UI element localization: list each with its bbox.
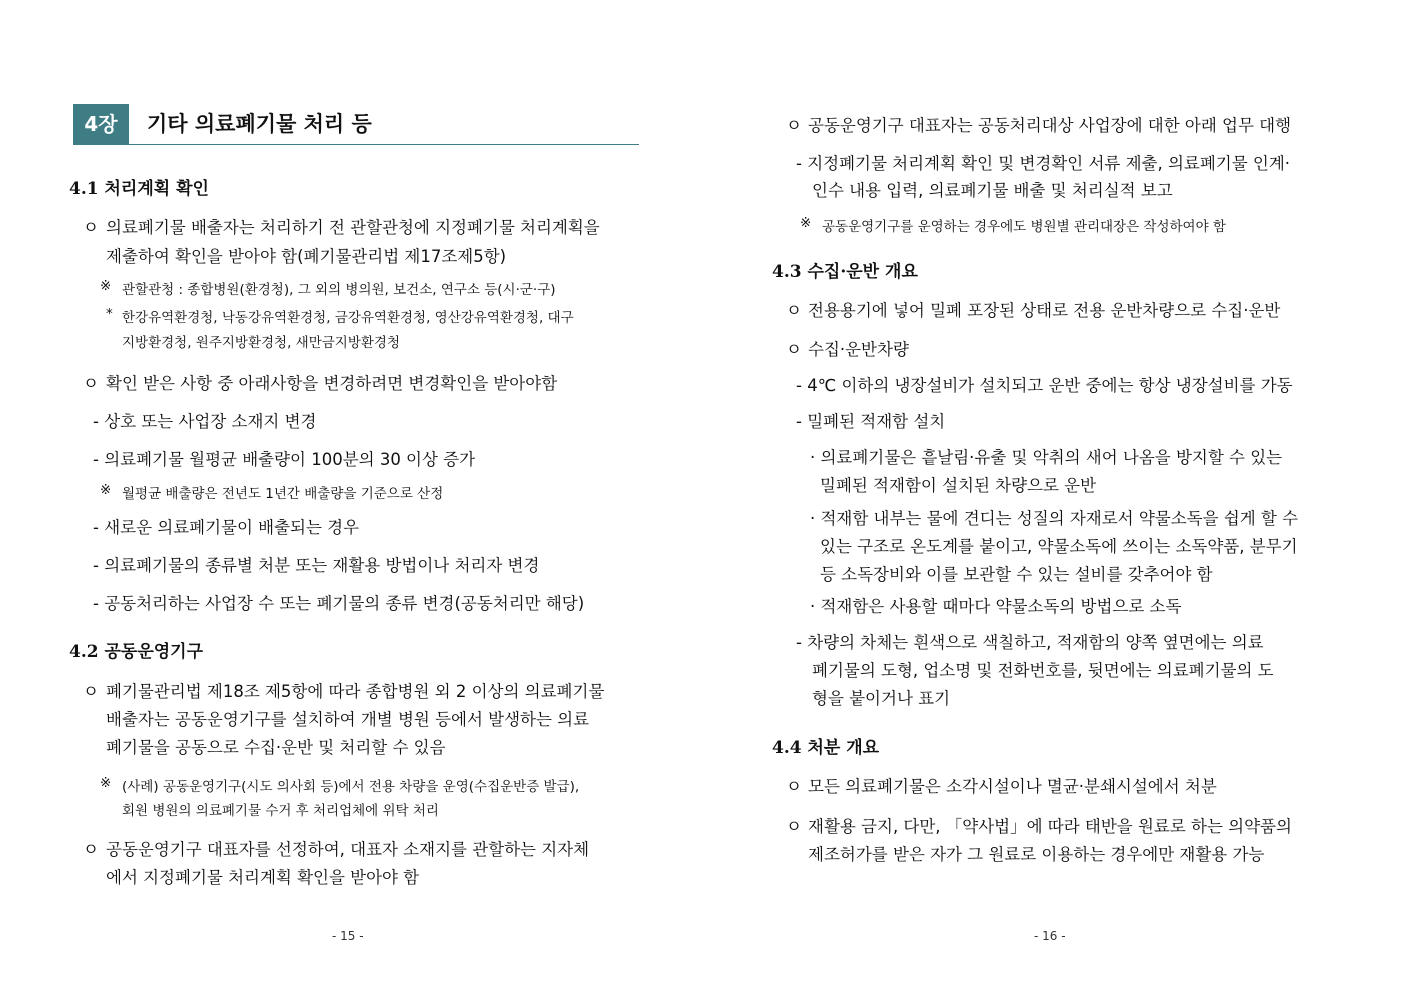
section-heading-4-1: 4.1 처리계획 확인 [69, 179, 209, 199]
bullet-text: 확인 받은 사항 중 아래사항을 변경하려면 변경확인을 받아야함 [106, 374, 558, 393]
dot-item: · 적재함 내부는 물에 견디는 성질의 자재로서 약물소독을 쉽게 할 수 [810, 509, 1299, 528]
note-text: 한강유역환경청, 낙동강유역환경청, 금강유역환경청, 영산강유역환경청, 대구 [122, 310, 574, 326]
dash-item: - 4℃ 이하의 냉장설비가 설치되고 운반 중에는 항상 냉장설비를 가동 [796, 376, 1293, 395]
note-text: 공동운영기구를 운영하는 경우에도 병원별 관리대장은 작성하여야 함 [822, 219, 1226, 235]
bullet-text: 에서 지정폐기물 처리계획 확인을 받아야 함 [106, 868, 420, 887]
dot-item: 밀폐된 적재함이 설치된 차량으로 운반 [820, 476, 1097, 495]
dash-item: - 새로운 의료폐기물이 배출되는 경우 [93, 518, 360, 537]
dash-item: 폐기물의 도형, 업소명 및 전화번호를, 뒷면에는 의료폐기물의 도 [812, 661, 1274, 680]
bullet-text: 폐기물을 공동으로 수집·운반 및 처리할 수 있음 [106, 738, 446, 757]
bullet-mark: ㅇ [83, 840, 99, 859]
bullet-text: 배출자는 공동운영기구를 설치하여 개별 병원 등에서 발생하는 의료 [106, 710, 590, 729]
dash-item: - 공동처리하는 사업장 수 또는 폐기물의 종류 변경(공동처리만 해당) [93, 594, 585, 613]
note-mark: ※ [100, 775, 112, 791]
bullet-text: 수집·운반차량 [808, 340, 909, 359]
bullet-mark: ㅇ [83, 218, 99, 237]
right-page [702, 0, 1403, 992]
dot-item: 등 소독장비와 이를 보관할 수 있는 설비를 갖추어야 함 [820, 565, 1213, 584]
note-text: 관할관청 : 종합병원(환경청), 그 외의 병의원, 보건소, 연구소 등(시·군·구) [122, 282, 556, 298]
bullet-mark: ㅇ [83, 374, 99, 393]
section-heading-4-4: 4.4 처분 개요 [772, 738, 880, 758]
bullet-mark: ㅇ [83, 682, 99, 701]
dash-item: 인수 내용 입력, 의료폐기물 배출 및 처리실적 보고 [812, 181, 1173, 200]
left-page [0, 0, 700, 992]
bullet-text: 공동운영기구 대표자는 공동처리대상 사업장에 대한 아래 업무 대행 [808, 116, 1292, 135]
section-heading-4-2: 4.2 공동운영기구 [69, 642, 204, 662]
bullet-text: 의료폐기물 배출자는 처리하기 전 관할관청에 지정폐기물 처리계획을 [106, 218, 600, 237]
dash-item: - 차량의 차체는 흰색으로 색칠하고, 적재함의 양쪽 옆면에는 의료 [796, 633, 1264, 652]
dot-item: · 의료폐기물은 흩날림·유출 및 악취의 새어 나옴을 방지할 수 있는 [810, 448, 1283, 467]
bullet-text: 폐기물관리법 제18조 제5항에 따라 종합병원 외 2 이상의 의료폐기물 [106, 682, 605, 701]
note-text: (사례) 공동운영기구(시도 의사회 등)에서 전용 차량을 운영(수집운반증 발급), [122, 779, 580, 795]
chapter-header [73, 104, 639, 145]
note-mark: ※ [100, 278, 112, 294]
dash-item: 형을 붙이거나 표기 [812, 689, 951, 708]
chapter-badge: 4장 [73, 104, 129, 144]
bullet-mark: ㅇ [786, 777, 802, 796]
dash-item: - 상호 또는 사업장 소재지 변경 [93, 412, 317, 431]
note-mark: ※ [800, 215, 812, 231]
dash-item: - 의료폐기물 월평균 배출량이 100분의 30 이상 증가 [93, 450, 476, 469]
dot-item: · 적재함은 사용할 때마다 약물소독의 방법으로 소독 [810, 597, 1182, 616]
bullet-mark: ㅇ [786, 340, 802, 359]
dash-item: - 지정폐기물 처리계획 확인 및 변경확인 서류 제출, 의료폐기물 인계· [796, 154, 1291, 173]
note-text: 월평균 배출량은 전년도 1년간 배출량을 기준으로 산정 [122, 486, 444, 502]
bullet-text: 제조허가를 받은 자가 그 원료로 이용하는 경우에만 재활용 가능 [808, 845, 1265, 864]
footnote-mark: * [106, 306, 113, 322]
section-heading-4-3: 4.3 수집·운반 개요 [772, 262, 918, 282]
dot-item: 있는 구조로 온도계를 붙이고, 약물소독에 쓰이는 소독약품, 분무기 [820, 537, 1298, 556]
bullet-text: 재활용 금지, 다만, 「약사법」에 따라 태반을 원료로 하는 의약품의 [808, 817, 1292, 836]
bullet-text: 모든 의료폐기물은 소각시설이나 멸균·분쇄시설에서 처분 [808, 777, 1217, 796]
page-number: - 16 - [1034, 929, 1066, 943]
bullet-mark: ㅇ [786, 817, 802, 836]
note-text: 지방환경청, 원주지방환경청, 새만금지방환경청 [122, 335, 400, 351]
bullet-text: 공동운영기구 대표자를 선정하여, 대표자 소재지를 관할하는 지자체 [106, 840, 590, 859]
page-number: - 15 - [332, 929, 364, 943]
note-text: 회원 병원의 의료폐기물 수거 후 처리업체에 위탁 처리 [122, 803, 439, 819]
bullet-mark: ㅇ [786, 301, 802, 320]
bullet-mark: ㅇ [786, 116, 802, 135]
dash-item: - 의료폐기물의 종류별 처분 또는 재활용 방법이나 처리자 변경 [93, 556, 540, 575]
bullet-text: 전용용기에 넣어 밀폐 포장된 상태로 전용 운반차량으로 수집·운반 [808, 301, 1281, 320]
dash-item: - 밀폐된 적재함 설치 [796, 412, 946, 431]
bullet-text: 제출하여 확인을 받아야 함(폐기물관리법 제17조제5항) [106, 247, 507, 266]
chapter-title: 기타 의료폐기물 처리 등 [147, 112, 372, 136]
note-mark: ※ [100, 482, 112, 498]
